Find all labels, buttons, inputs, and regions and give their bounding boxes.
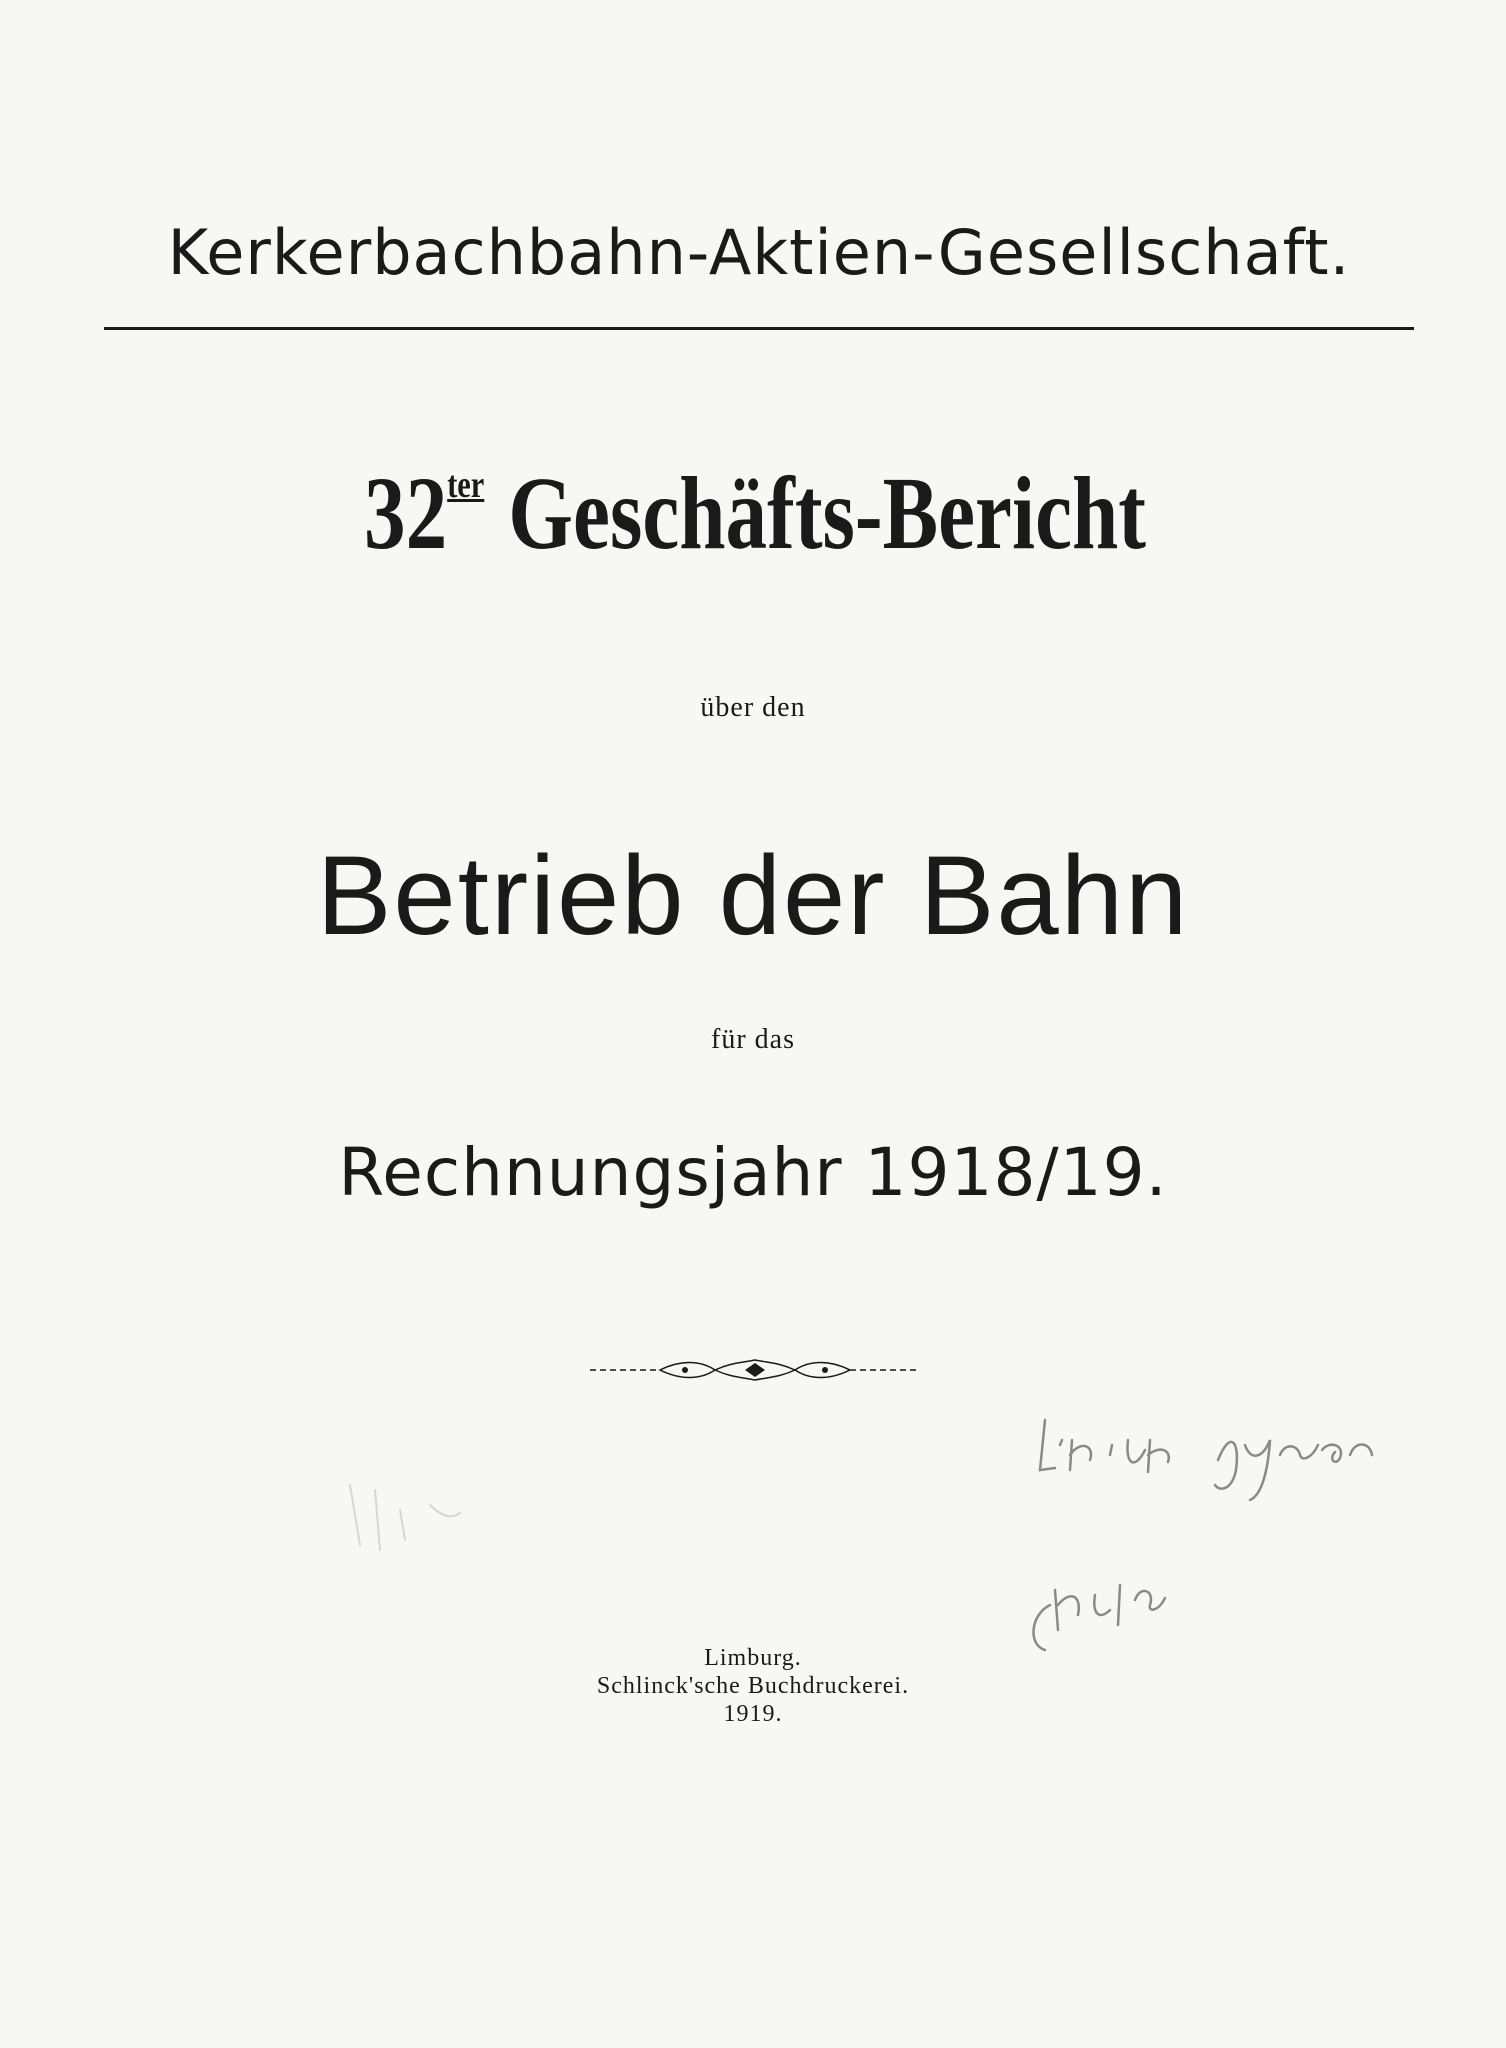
- connector-fur-das: für das: [711, 1024, 795, 1055]
- report-title-text: Geschäfts-Bericht: [508, 456, 1146, 571]
- report-number: 32: [363, 456, 448, 571]
- pencil-annotation-icon: [1000, 1400, 1480, 1690]
- faint-pencil-mark-icon: [330, 1475, 500, 1565]
- company-underline: [104, 327, 1414, 330]
- fiscal-year-heading: Rechnungsjahr 1918/19.: [338, 1134, 1168, 1211]
- imprint-printer: Schlinck'sche Buchdruckerei.: [596, 1673, 910, 1699]
- subject-heading: Betrieb der Bahn: [316, 833, 1190, 958]
- ornament-divider-icon: [590, 1355, 920, 1385]
- imprint-year: 1919.: [723, 1701, 783, 1727]
- report-title: [311, 456, 1199, 571]
- connector-uber-den: über den: [700, 692, 806, 723]
- company-name: Kerkerbachbahn-Aktien-Gesellschaft.: [167, 216, 1351, 289]
- report-number-suffix: ter: [447, 464, 485, 506]
- imprint-city: Limburg.: [704, 1645, 802, 1671]
